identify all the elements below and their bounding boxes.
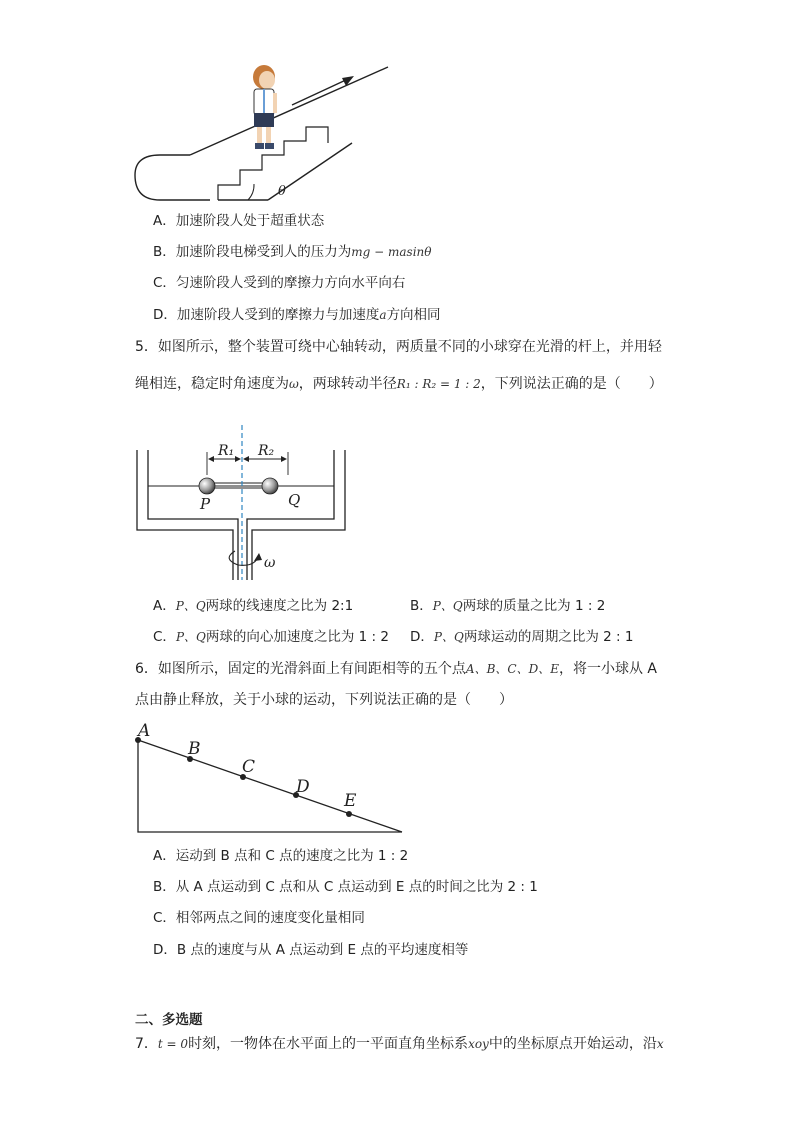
p-label: P — [200, 495, 211, 513]
rotating-frame-figure — [130, 425, 360, 585]
label-a: A — [138, 721, 151, 741]
q4-option-b[interactable]: B．加速阶段电梯受到人的压力为mg − masinθ — [153, 244, 432, 260]
incline-surface — [138, 740, 402, 832]
omega-label: ω — [264, 555, 276, 571]
escalator-outline — [135, 155, 210, 200]
q5-option-a[interactable]: A．P、Q两球的线速度之比为 2:1 — [153, 598, 354, 614]
label-c: C — [242, 757, 256, 777]
incline-figure — [130, 718, 410, 838]
q4-option-c[interactable]: C．匀速阶段人受到的摩擦力方向水平向右 — [153, 275, 406, 291]
q5-option-b[interactable]: B．P、Q两球的质量之比为 1 : 2 — [410, 598, 606, 614]
label-e: E — [344, 791, 357, 811]
escalator-figure — [130, 55, 400, 205]
angle-arc — [248, 184, 254, 200]
ball-q — [262, 478, 278, 494]
q7-stem-line-1: 7．t = 0时刻，一物体在水平面上的一平面直角坐标系xoy中的坐标原点开始运动，沿x — [135, 1036, 664, 1052]
label-b: B — [188, 739, 201, 759]
ball-p — [199, 478, 215, 494]
q5-option-c[interactable]: C．P、Q两球的向心加速度之比为 1 : 2 — [153, 629, 389, 645]
q5-stem-line-1: 5．如图所示，整个装置可绕中心轴转动，两质量不同的小球穿在光滑的杆上，并用轻 — [135, 339, 662, 355]
label-d: D — [296, 777, 310, 797]
q6-stem-line-2: 点由静止释放，关于小球的运动，下列说法正确的是（ ） — [135, 692, 513, 708]
q4-option-d[interactable]: D．加速阶段人受到的摩擦力与加速度a方向相同 — [153, 307, 441, 323]
q6-option-d[interactable]: D．B 点的速度与从 A 点运动到 E 点的平均速度相等 — [153, 942, 469, 958]
q5-stem-line-2: 绳相连，稳定时角速度为ω，两球转动半径R₁ : R₂ = 1 : 2，下列说法正确的是（ ） — [135, 376, 663, 392]
motion-arrow — [292, 79, 348, 105]
r1-label: R₁ — [218, 443, 235, 459]
escalator-steps — [218, 127, 328, 200]
r2-label: R₂ — [258, 443, 275, 459]
q-label: Q — [288, 491, 301, 509]
q6-stem-line-1: 6．如图所示，固定的光滑斜面上有间距相等的五个点A、B、C、D、E，将一小球从 A — [135, 661, 657, 677]
section-title: 二、多选题 — [135, 1012, 203, 1028]
q4-option-a[interactable]: A．加速阶段人处于超重状态 — [153, 213, 325, 229]
q5-option-d[interactable]: D．P、Q两球运动的周期之比为 2 : 1 — [410, 629, 634, 645]
person-icon — [253, 65, 277, 149]
q6-option-a[interactable]: A．运动到 B 点和 C 点的速度之比为 1 : 2 — [153, 848, 409, 864]
q6-option-c[interactable]: C．相邻两点之间的速度变化量相同 — [153, 910, 365, 926]
point-e — [346, 811, 352, 817]
angle-label: θ — [278, 184, 286, 199]
q6-option-b[interactable]: B．从 A 点运动到 C 点和从 C 点运动到 E 点的时间之比为 2 : 1 — [153, 879, 538, 895]
